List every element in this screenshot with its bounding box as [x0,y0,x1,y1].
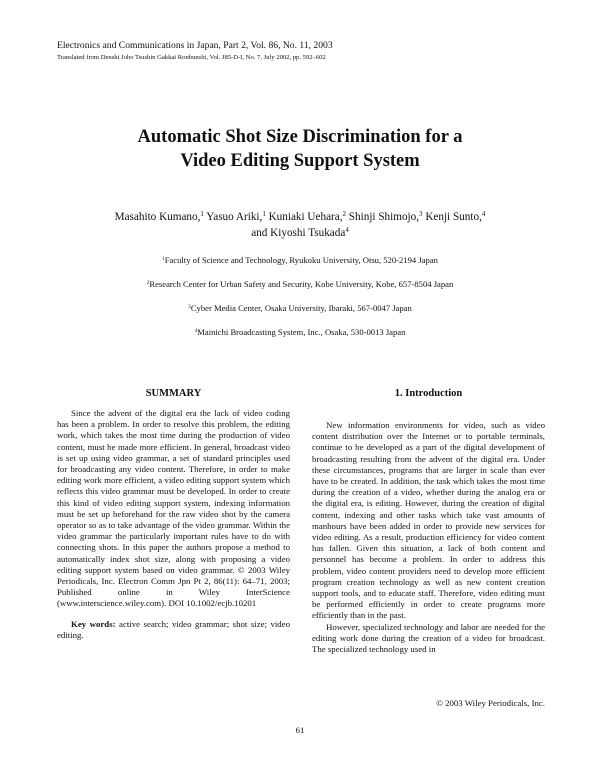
author: Shinji Shimojo, [348,211,420,223]
affiliation-1 [0,255,600,265]
author-list-continued [0,226,600,241]
author-affiliation-mark: 1 [262,210,266,219]
author-affiliation-mark: 1 [200,210,204,219]
affiliation-4 [0,327,600,337]
author-affiliation-mark: 4 [481,210,486,219]
copyright-notice: © 2003 Wiley Periodicals, Inc. [436,698,545,708]
affiliation-text: Cyber Media Center, Osaka University, Ibaraki, 567-0047 Japan [190,303,412,313]
author-affiliation-mark: 2 [342,210,346,219]
introduction-paragraph-1: New information environments for video, such as video content distribution over the Internet or to portable terminals, continue to be developed as a part of the digital development of broadcasting resulting from the advent of the digital era. Under these circumstances, programs that are larger in scale than ever have to be created. In addition, the task which takes the most time during the creation of a video, whether during the analog era or the digital era, is editing. However, during the creation of digital content, indexing and other tasks which take vast amounts of manhours have been added in order to provide new services for video editing. As a result, production efficiency for video content has fallen. Given this situation, a lack of both content and personnel has become a problem. In order to address this problem, video content providers need to develop more efficient program creation technology as well as new content creation support tools, and to educate staff. Therefore, video editing must be performed efficiently in order to create programs more efficiently than in the past. [312,420,545,621]
translation-note: Translated from Denshi Joho Tsushin Gakkai Ronbunshi, Vol. J85-D-I, No. 7, July 2002, pp. 592–602 [57,54,326,61]
paper-title-line-2: Video Editing Support System [180,151,420,171]
affiliation-text: Faculty of Science and Technology, Ryukoku University, Otsu, 520-2194 Japan [164,255,438,265]
author-list [0,210,600,225]
affiliation-mark: 1 [162,256,165,263]
affiliation-mark: 3 [188,304,191,311]
journal-citation: Electronics and Communications in Japan, Part 2, Vol. 86, No. 11, 2003 [57,40,333,51]
author-affiliation-mark: 3 [419,210,423,219]
author: Yasuo Ariki, [206,211,263,223]
keywords-label: Key words: [71,618,116,629]
affiliation-mark: 2 [146,280,150,287]
author: Kuniaki Uehara, [268,211,343,223]
page-number: 61 [295,725,305,735]
paper-title-line-1: Automatic Shot Size Discrimination for a [137,127,463,147]
summary-heading: SUMMARY [145,388,202,399]
affiliation-2 [0,279,600,289]
affiliation-3 [0,303,600,313]
introduction-heading: 1. Introduction [394,388,463,399]
introduction-paragraph-2: However, specialized technology and labor are needed for the editing work done during the creation of a video for broadcast. The specialized technology used in [312,621,545,655]
affiliation-mark: 4 [194,328,198,335]
keywords-text: active search; video grammar; shot size; video editing. [57,618,290,640]
summary-paragraph: Since the advent of the digital era the lack of video coding has been a problem. In order to resolve this problem, the editing work, which takes the most time during the production of video content, must be made more efficient. In general, broadcast video is set up using video grammar, a set of standard principles used for broadcasting any video content. Therefore, in order to make editing work more efficient, a video editing support system which reflects this video grammar must be developed. In order to create this kind of video editing support system, indexing information must be set up beforehand for the raw video shot by the camera operator so as to take advantage of the video grammar. Within the video grammar the particularly important rules have to do with connecting shots. In this paper the authors propose a method to automatically index shot size, along with proposing a video editing support system based on video grammar. © 2003 Wiley Periodicals, Inc. Electron Comm Jpn Pt 2, 86(11): 64–71, 2003; Published online in Wiley InterScience (www.interscience.wiley.com). DOI 10.1002/ecjb.10201 [57,408,290,609]
author: Masahito Kumano, [114,211,201,223]
author-affiliation-mark: 4 [345,226,349,235]
affiliation-text: Mainichi Broadcasting System, Inc., Osaka, 530-0013 Japan [197,327,406,337]
introduction-column [312,420,545,655]
author: Kenji Sunto, [425,211,482,223]
affiliation-text: Research Center for Urban Safety and Security, Kobe University, Kobe, 657-8504 Japan [149,279,454,289]
author: and Kiyoshi Tsukada [251,227,346,239]
keywords-paragraph [57,619,290,641]
summary-column [57,408,290,641]
